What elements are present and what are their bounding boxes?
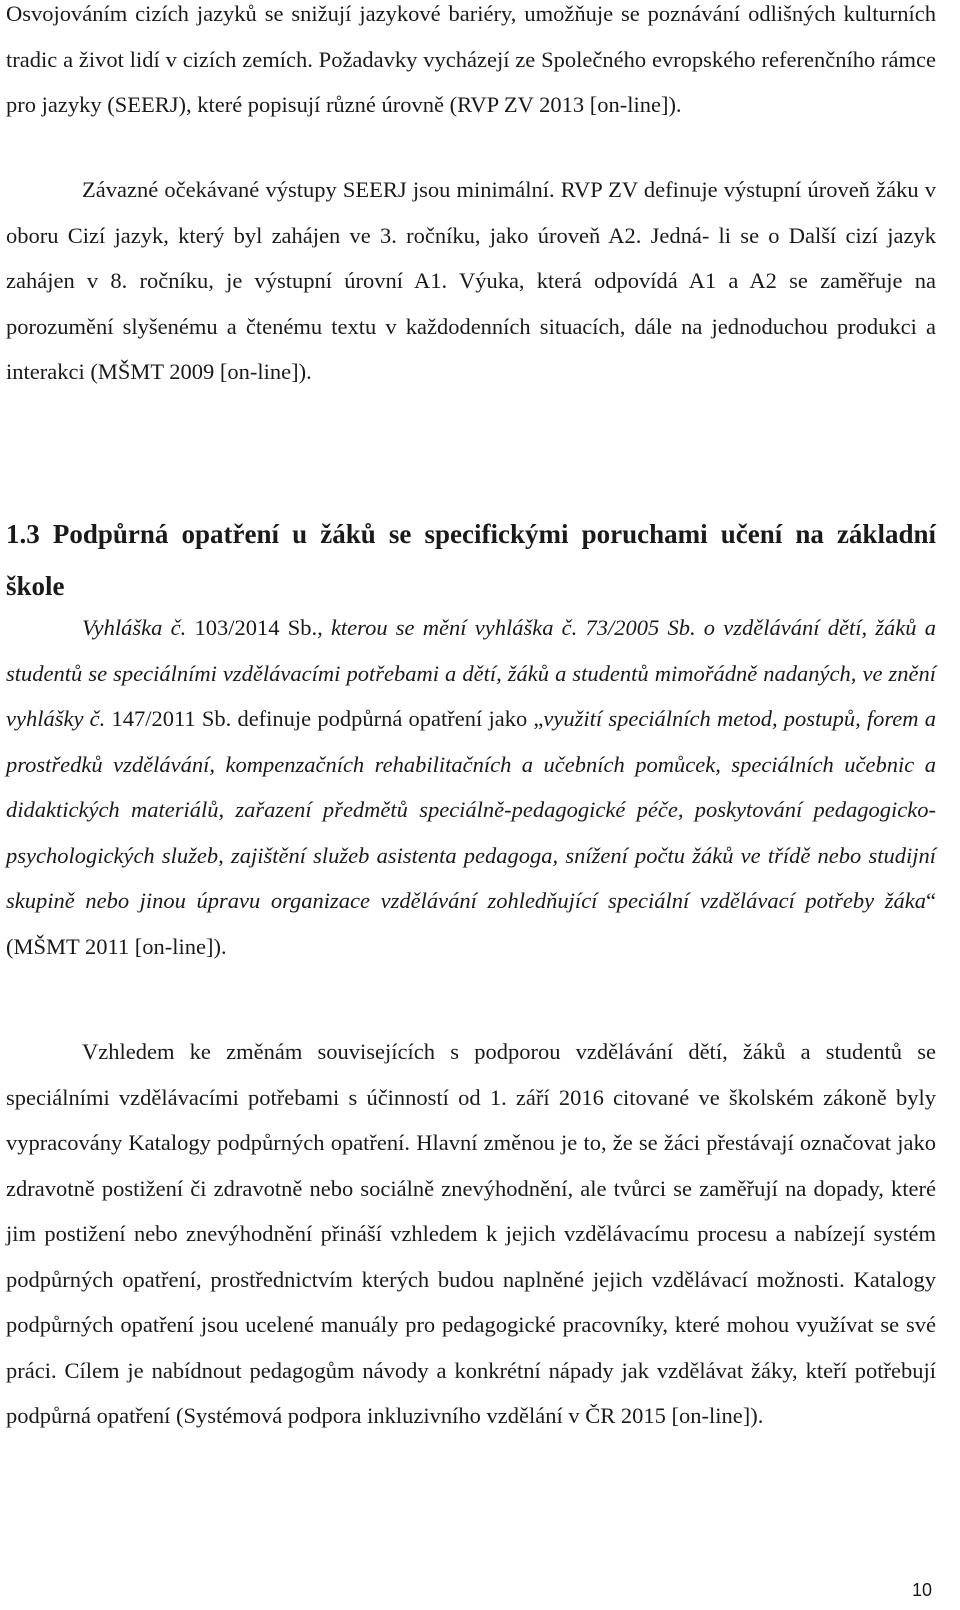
paragraph-foreign-languages: Osvojováním cizích jazyků se snižují jazykové bariéry, umožňuje se poznávání odlišných kulturních tradic a život lidí v cizích zemích. Požadavky vycházejí ze Společného evropského referenčního rámce pro jazyky (SEERJ), které popisují různé úrovně (RVP ZV 2013 [on-line]). [6, 1, 936, 117]
decree-citation-number-1: 103/2014 Sb. [186, 615, 318, 640]
quote-source: “ (MŠMT 2011 [on-line]). [6, 888, 936, 959]
page-number: 10 [911, 1580, 932, 1600]
quoted-definition: využití speciálních metod, postupů, forem a prostředků vzdělávání, kompenzačních rehabilitačních a učebních pomůcek, speciálních učebnic a didaktických materiálů, zařazení předmětů speciálně-pedagogické péče, poskytování pedagogicko-psychologických služeb, zajištění služeb asistenta pedagoga, snížení počtu žáků ve třídě nebo studijní skupině nebo jinou úpravu organizace vzdělávání zohledňující speciální vzdělávací potřeby žáka [6, 706, 936, 913]
section-heading: 1.3 Podpůrná opatření u žáků se specifickými poruchami učení na základní škole [6, 519, 936, 601]
decree-citation-part-1: Vyhláška č. [82, 615, 187, 640]
decree-citation-number-2: 147/2011 Sb. definuje podpůrná opatření jako „ [105, 706, 544, 731]
decree-citation-part-2: , kterou se mění vyhláška č. 73/2005 Sb. o vzdělávání dětí, žáků a studentů se speciálními vzdělávacími potřebami a dětí, žáků a studentů mimořádně nadaných, ve znění vyhlášky č. [6, 615, 937, 731]
paragraph-catalogues: Vzhledem ke změnám souvisejících s podporou vzdělávání dětí, žáků a studentů se speciálními vzdělávacími potřebami s účinností od 1. září 2016 citované ve školském zákoně byly vypracovány Katalogy podpůrných opatření. Hlavní změnou je to, že se žáci přestávají označovat jako zdravotně postižení či zdravotně nebo sociálně znevýhodnění, ale tvůrci se zaměřují na dopady, které jim postižení nebo znevýhodnění přináší vzhledem k jejich vzdělávacímu procesu a nabízejí systém podpůrných opatření, prostřednictvím kterých budou naplněné jejich vzdělávací možnosti. Katalogy podpůrných opatření jsou ucelené manuály pro pedagogické pracovníky, které mohou využívat se své práci. Cílem je nabídnout pedagogům návody a konkrétní nápady jak vzdělávat žáky, kteří potřebují podpůrná opatření (Systémová podpora inkluzivního vzdělání v ČR 2015 [on-line]). [6, 1039, 936, 1428]
paragraph-support-measures-decree [6, 605, 936, 969]
paragraph-seerj-outputs: Závazné očekávané výstupy SEERJ jsou minimální. RVP ZV definuje výstupní úroveň žáku v oboru Cizí jazyk, který byl zahájen ve 3. ročníku, jako úroveň A2. Jedná- li se o Další cizí jazyk zahájen v 8. ročníku, je výstupní úrovní A1. Výuka, která odpovídá A1 a A2 se zaměřuje na porozumění slyšenému a čtenému textu v každodenních situacích, dále na jednoduchou produkci a interakci (MŠMT 2009 [on-line]). [6, 177, 936, 384]
